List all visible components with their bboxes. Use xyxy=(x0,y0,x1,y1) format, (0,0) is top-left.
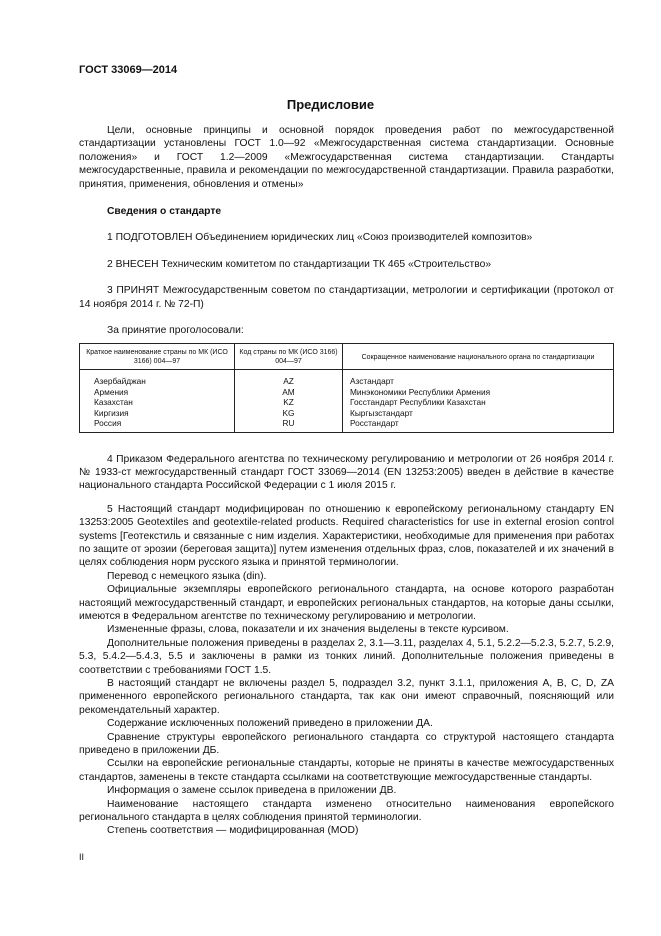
document-body xyxy=(79,124,614,838)
table-cell-body: Росстандарт xyxy=(343,418,614,432)
voting-table xyxy=(79,343,614,432)
item-5-para: Содержание исключенных положений приведено в приложении ДА. xyxy=(107,718,433,730)
section-heading: Сведения о стандарте xyxy=(107,206,222,218)
table-cell-body: Кыргызстандарт xyxy=(343,408,614,418)
table-cell-code: RU xyxy=(235,418,343,432)
table-cell-country: Казахстан xyxy=(80,397,235,407)
table-cell-code: AM xyxy=(235,387,343,397)
table-cell-code: AZ xyxy=(235,370,343,387)
item-4: 4 Приказом Федерального агентства по техническому регулированию и метрологии от 26 ноября 2014 г. № 1933-ст межгосударственный стандарт ГОСТ 33069—2014 (EN 13253:2005) введен в действие в качестве национального стандарта Российской Федерации с 1 июля 2015 г. xyxy=(79,453,614,492)
page-number: II xyxy=(79,852,85,862)
table-header-row xyxy=(80,344,614,370)
item-1: 1 ПОДГОТОВЛЕН Объединением юридических лиц «Союз производителей композитов» xyxy=(107,232,533,244)
table-cell-body: Азстандарт xyxy=(343,370,614,387)
item-5-para: Измененные фразы, слова, показатели и их значения выделены в тексте курсивом. xyxy=(107,624,509,636)
table-cell-country: Азербайджан xyxy=(80,370,235,387)
item-5-para: Официальные экземпляры европейского регионального стандарта, на основе которого разработан настоящий межгосударственный стандарт, и европейских региональных стандартов, на которые даны ссылки, имеются в Федеральном агентстве по техническому регулированию и метрологии. xyxy=(79,584,614,622)
table-cell-country: Россия xyxy=(80,418,235,432)
table-cell-code: KZ xyxy=(235,397,343,407)
table-row xyxy=(80,397,614,407)
table-cell-body: Минэкономики Республики Армения xyxy=(343,387,614,397)
table-cell-code: KG xyxy=(235,408,343,418)
page-title: Предисловие xyxy=(286,97,375,112)
item-5-para: Ссылки на европейские региональные стандарты, которые не приняты в качестве межгосударственных стандартов, заменены в тексте стандарта ссылками на соответствующие межгосударственные стандарты. xyxy=(79,758,614,783)
item-5-para: Информация о замене ссылок приведена в приложении ДВ. xyxy=(107,785,397,797)
table-cell-country: Армения xyxy=(80,387,235,397)
item-5-para: Перевод с немецкого языка (din). xyxy=(107,570,267,582)
voted-label: За принятие проголосовали: xyxy=(107,325,244,337)
table-row xyxy=(80,370,614,387)
item-5-para: Дополнительные положения приведены в разделах 2, 3.1—3.11, разделах 4, 5.1, 5.2.2—5.2.3, 5.2.7, 5.2.9, 5.3, 5.4.2—5.4.3, 5.5 и заключены в рамки из тонких линий. Дополнительные положения приведены в соответствии с требованиями ГОСТ 1.5. xyxy=(79,637,614,676)
table-header-code: Код страны по МК (ИСО 3166) 004—97 xyxy=(235,344,343,370)
table-header-body: Сокращенное наименование национального органа по стандартизации xyxy=(343,344,614,370)
table-header-country: Краткое наименование страны по МК (ИСО 3166) 004—97 xyxy=(80,344,235,370)
item-3: 3 ПРИНЯТ Межгосударственным советом по стандартизации, метрологии и сертификации (протокол от 14 ноября 2014 г. № 72-П) xyxy=(79,285,614,310)
item-5-para: Сравнение структуры европейского регионального стандарта со структурой настоящего стандарта приведено в приложении ДБ. xyxy=(79,731,614,757)
table-cell-country: Киргизия xyxy=(80,408,235,418)
table-row xyxy=(80,418,614,432)
table-cell-body: Госстандарт Республики Казахстан xyxy=(343,397,614,407)
table-row xyxy=(80,408,614,418)
item-5-para: Наименование настоящего стандарта изменено относительно наименования европейского регионального стандарта в целях соблюдения принятой терминологии. xyxy=(79,798,614,824)
item-2: 2 ВНЕСЕН Техническим комитетом по стандартизации ТК 465 «Строительство» xyxy=(107,258,492,270)
intro-paragraph: Цели, основные принципы и основной порядок проведения работ по межгосударственной стандартизации установлены ГОСТ 1.0—92 «Межгосударственная система стандартизации. Основные положения» и ГОСТ 1.2—2009 «Межгосударственная система стандартизации. Стандарты межгосударственные, правила и рекомендации по межгосударственной стандартизации. Правила разработки, принятия, применения, обновления и отмены» xyxy=(79,125,614,190)
document-header: ГОСТ 33069—2014 xyxy=(79,64,178,76)
item-5-para: Степень соответствия — модифицированная (MOD) xyxy=(107,825,359,837)
item-5-para: В настоящий стандарт не включены раздел 5, подраздел 3.2, пункт 3.1.1, приложения A, B, C, D, ZA примененного европейского регионального стандарта, так как они имеют справочный, поясняющий или рекомендательный характер. xyxy=(79,678,614,716)
item-5-para: 5 Настоящий стандарт модифицирован по отношению к европейскому региональному стандарту EN 13253:2005 Geotextiles and geotextile-related products. Required characteristics for use in external erosion control systems [Геотекстиль и связанные с ним изделия. Характеристики, необходимые для применения при работах по защите от эрозии (береговая защита)] путем изменения отдельных фраз, слов, показателей и их значений в целях соблюдения норм русского языка и принятой терминологии. xyxy=(79,503,614,569)
table-row xyxy=(80,387,614,397)
